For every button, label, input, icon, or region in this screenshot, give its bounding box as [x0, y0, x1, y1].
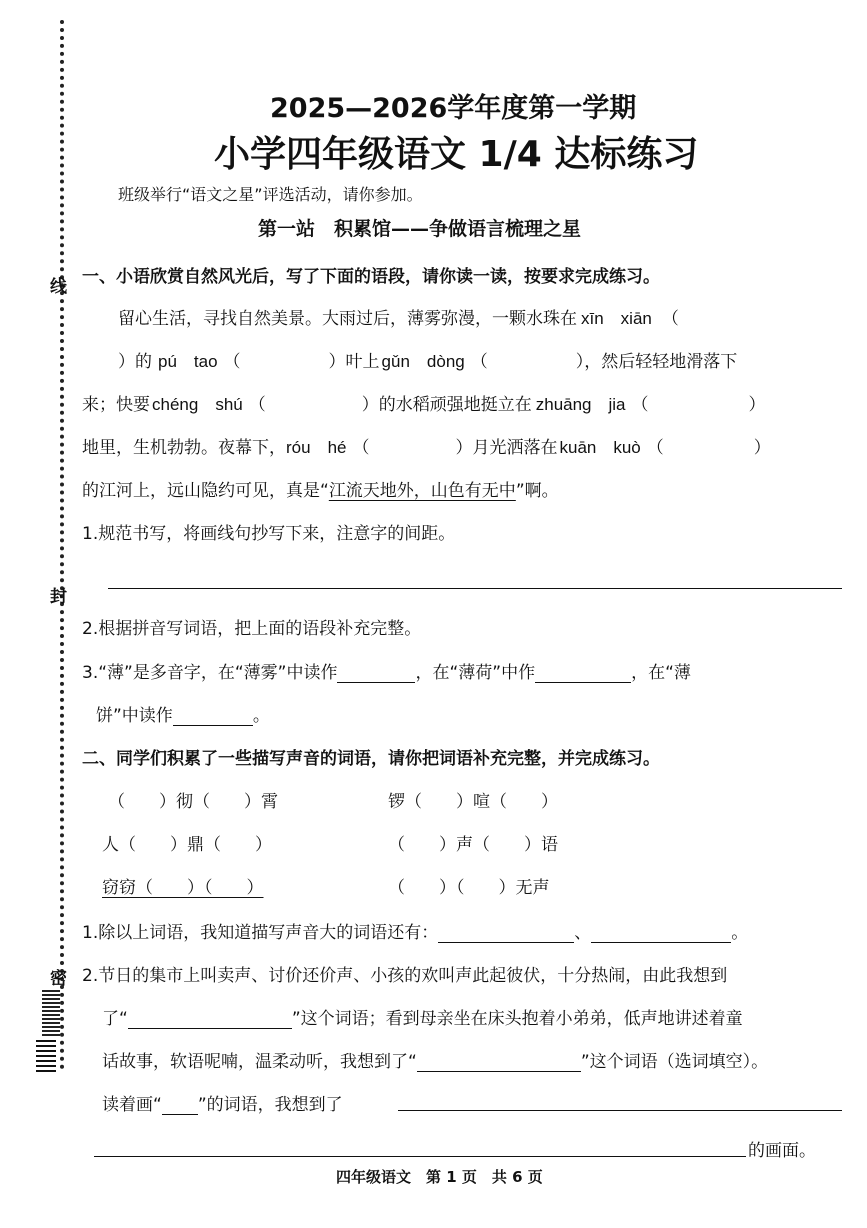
- answer-blank-mark[interactable]: [162, 1096, 198, 1115]
- answer-blank-bohe[interactable]: [535, 664, 631, 683]
- word-fill-1[interactable]: （ ）彻（ ）霄: [108, 792, 278, 812]
- question-2-2-line4: 读着画“ ”的词语，我想到了: [102, 1095, 343, 1115]
- pinyin-zhuangjia: zhuāng jia: [535, 395, 626, 414]
- binding-dotted-line: [60, 20, 64, 1070]
- paragraph-line-1: 留心生活，寻找自然美景。大雨过后，薄雾弥漫，一颗水珠在 xīn xiān （: [118, 309, 679, 329]
- word-fill-5[interactable]: 窃窃（ ）（ ）: [102, 878, 264, 898]
- answer-blank-bobing[interactable]: [173, 707, 253, 726]
- word-fill-2[interactable]: 锣（ ）喧（ ）: [388, 792, 558, 812]
- paragraph-line-5: 的江河上，远山隐约可见，真是“江流天地外，山色有无中”啊。: [82, 481, 559, 501]
- answer-blank-loud-1[interactable]: [438, 924, 574, 943]
- copy-answer-line[interactable]: [108, 588, 842, 589]
- pinyin-kuankuo: kuān kuò: [559, 438, 641, 457]
- word-fill-3[interactable]: 人（ ）鼎（ ）: [102, 835, 272, 855]
- question-2-2: 2.节日的集市上叫卖声、讨价还价声、小孩的欢叫声此起彼伏，十分热闹，由此我想到: [82, 966, 728, 986]
- answer-blank-loud-2[interactable]: [591, 924, 731, 943]
- pinyin-rouhe: róu hé: [286, 438, 347, 457]
- section2-heading: 二、同学们积累了一些描写声音的词语，请你把词语补充完整，并完成练习。: [82, 749, 660, 769]
- question-2-2-line2: 了“ ”这个词语；看到母亲坐在床头抱着小弟弟，低声地讲述着童: [102, 1009, 743, 1029]
- word-fill-6[interactable]: （ ）（ ）无声: [388, 878, 550, 898]
- pinyin-xinxian: xīn xiān: [581, 309, 652, 328]
- exam-term: 2025—2026学年度第一学期: [270, 93, 637, 124]
- paragraph-line-2: ）的 pú tao （ ）叶上 gǔn dòng （ ），然后轻轻地滑落下: [118, 352, 738, 372]
- margin-barcode: [36, 1040, 56, 1074]
- answer-blank-bowu[interactable]: [337, 664, 415, 683]
- answer-blank-mother[interactable]: [417, 1053, 581, 1072]
- margin-label-line: 线: [50, 277, 67, 297]
- exam-intro: 班级举行“语文之星”评选活动，请你参加。: [118, 185, 423, 204]
- question-1-3-cont: 饼”中读作 。: [96, 706, 270, 726]
- paragraph-line-4: 地里，生机勃勃。夜幕下，róu hé （ ）月光洒落在 kuān kuò （ ）: [82, 438, 771, 458]
- exam-title: 小学四年级语文 1/4 达标练习: [214, 134, 699, 175]
- pinyin-putao: pú tao: [158, 352, 218, 371]
- margin-label-seal: 封: [50, 587, 67, 607]
- pinyin-gundong: gǔn dòng: [381, 352, 465, 371]
- question-1-1: 1.规范书写，将画线句抄写下来，注意字的间距。: [82, 524, 456, 544]
- question-1-2: 2.根据拼音写词语，把上面的语段补充完整。: [82, 619, 422, 639]
- margin-label-secret: 密: [50, 969, 67, 989]
- answer-blank-market[interactable]: [128, 1010, 292, 1029]
- underlined-quote: 江流天地外，山色有无中: [328, 481, 516, 501]
- station-heading: 第一站 积累馆——争做语言梳理之星: [258, 218, 582, 240]
- answer-line-imagine-2[interactable]: [94, 1156, 746, 1157]
- paragraph-line-3: 来；快要 chéng shú （ ）的水稻顽强地挺立在 zhuāng jia （ ）: [82, 395, 766, 415]
- pinyin-chengshu: chéng shú: [152, 395, 243, 414]
- page-footer: 四年级语文 第 1 页 共 6 页: [336, 1168, 543, 1186]
- question-2-2-end: 的画面。: [748, 1141, 816, 1161]
- section1-heading: 一、小语欣赏自然风光后，写了下面的语段，请你读一读，按要求完成练习。: [82, 267, 660, 287]
- question-2-2-line3: 话故事，软语呢喃，温柔动听，我想到了“ ”这个词语（选词填空）。: [102, 1052, 769, 1072]
- word-fill-4[interactable]: （ ）声（ ）语: [388, 835, 558, 855]
- answer-line-imagine-1[interactable]: [398, 1110, 842, 1111]
- margin-scribble: [42, 990, 60, 1038]
- question-2-1: 1.除以上词语，我知道描写声音大的词语还有： 、 。: [82, 923, 749, 943]
- question-1-3: 3.“薄”是多音字，在“薄雾”中读作 ，在“薄荷”中作 ，在“薄: [82, 663, 691, 683]
